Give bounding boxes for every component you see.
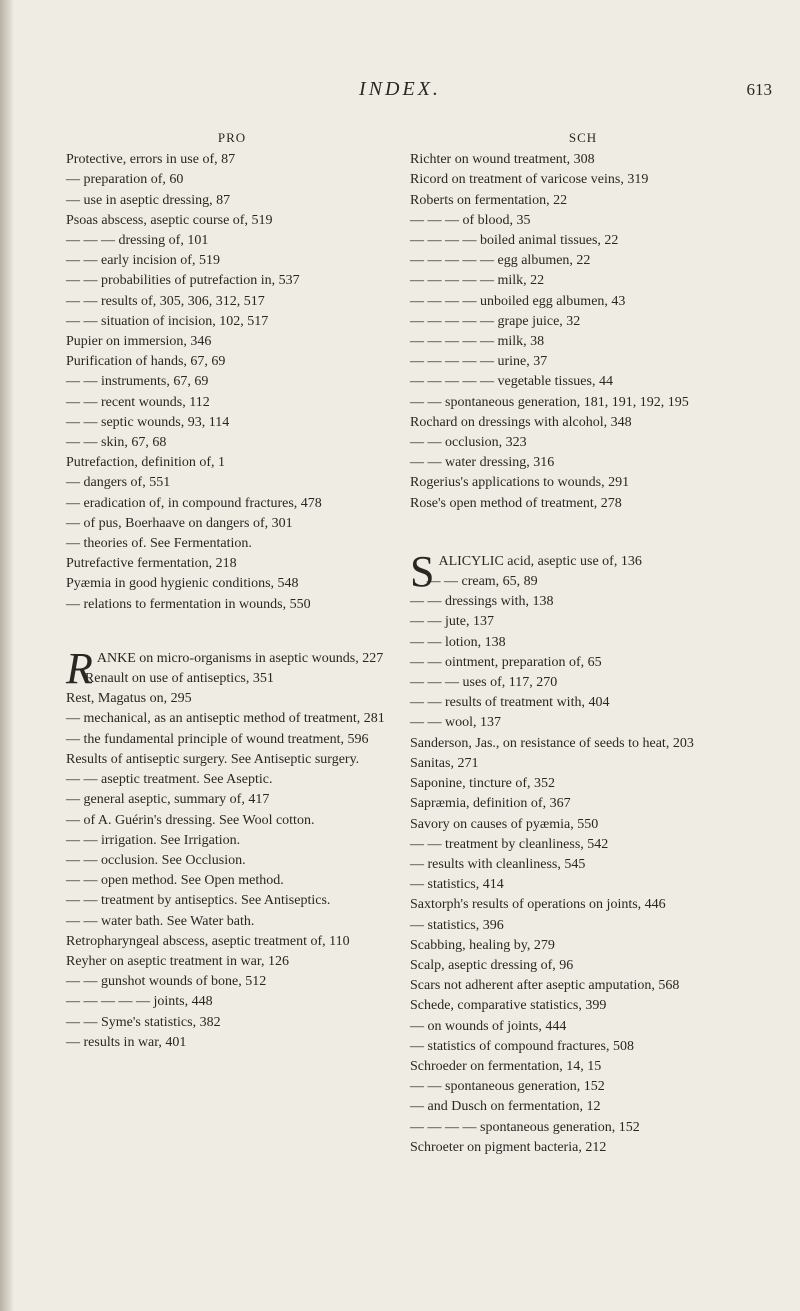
index-entry: — — aseptic treatment. See Aseptic. — [66, 772, 273, 788]
index-entry: Sanderson, Jas., on resistance of seeds to heat, 203 — [410, 735, 694, 751]
index-entry: — eradication of, in compound fractures, 478 — [66, 495, 322, 511]
index-entry: Saponine, tincture of, 352 — [410, 776, 556, 792]
index-entry: — — — — boiled animal tissues, 22 — [410, 233, 619, 249]
index-entry: — — water dressing, 316 — [410, 455, 555, 471]
index-entry: Scars not adherent after aseptic amputation, 568 — [410, 978, 680, 994]
index-entry: — — — — — joints, 448 — [66, 994, 213, 1010]
index-entry: Rogerius's applications to wounds, 291 — [410, 475, 630, 491]
index-entry: — — — — — grape juice, 32 — [410, 313, 581, 329]
index-entry: — — recent wounds, 112 — [66, 394, 210, 410]
index-entry: — — — — — vegetable tissues, 44 — [410, 374, 613, 390]
column-heading-right: SCH — [568, 130, 598, 145]
entry-list-s — [410, 572, 756, 1158]
index-entry: — — — — — egg albumen, 22 — [410, 253, 591, 269]
index-entry: — — spontaneous generation, 152 — [410, 1079, 605, 1095]
index-entry: — — — uses of, 117, 270 — [410, 675, 558, 691]
index-entry: — on wounds of joints, 444 — [410, 1018, 567, 1034]
index-entry: Roberts on fermentation, 22 — [410, 192, 568, 208]
index-entry: — — treatment by antiseptics. See Antiseptics. — [66, 893, 331, 909]
index-entry: — — water bath. See Water bath. — [66, 913, 255, 929]
index-entry: Richter on wound treatment, 308 — [410, 152, 595, 168]
index-entry: Sapræmia, definition of, 367 — [410, 796, 571, 812]
index-entry: — use in aseptic dressing, 87 — [66, 192, 231, 208]
index-entry: — theories of. See Fermentation. — [66, 536, 252, 552]
column-heading-left: PRO — [217, 130, 247, 145]
index-entry: — — — dressing of, 101 — [66, 233, 209, 249]
section-start-text: ANKE on micro-organisms in aseptic wounds, 227 — [96, 650, 384, 666]
index-entry: — — — — — urine, 37 — [410, 354, 548, 370]
index-entry: — — Syme's statistics, 382 — [66, 1014, 221, 1030]
index-entry: — of A. Guérin's dressing. See Wool cotton. — [66, 812, 315, 828]
index-entry: — of pus, Boerhaave on dangers of, 301 — [66, 515, 293, 531]
index-entry: Renault on use of antiseptics, 351 — [84, 671, 274, 687]
index-entry: Retropharyngeal abscess, aseptic treatment of, 110 — [66, 933, 350, 949]
index-entry: — results in war, 401 — [66, 1034, 187, 1050]
index-entry: Ricord on treatment of varicose veins, 319 — [410, 172, 649, 188]
index-entry: Protective, errors in use of, 87 — [66, 152, 236, 168]
index-entry: — the fundamental principle of wound treatment, 596 — [66, 731, 369, 747]
index-entry: — — gunshot wounds of bone, 512 — [66, 974, 267, 990]
index-entry: — — cream, 65, 89 — [426, 574, 538, 590]
index-entry: Saxtorph's results of operations on joints, 446 — [410, 897, 666, 913]
index-column-right — [410, 128, 756, 1158]
index-entry: — — wool, 137 — [410, 715, 501, 731]
index-entry: — — open method. See Open method. — [66, 873, 284, 889]
index-entry: Rochard on dressings with alcohol, 348 — [410, 414, 632, 430]
index-entry: Schroeter on pigment bacteria, 212 — [410, 1139, 607, 1155]
page-number: 613 — [746, 80, 772, 99]
index-entry: Reyher on aseptic treatment in war, 126 — [66, 953, 289, 969]
index-entry: — statistics, 414 — [410, 877, 504, 893]
index-entry: — — skin, 67, 68 — [66, 435, 167, 451]
index-entry: — — occlusion, 323 — [410, 435, 527, 451]
index-entry: — — early incision of, 519 — [66, 253, 220, 269]
index-entry: — — jute, 137 — [410, 614, 494, 630]
index-entry: Results of antiseptic surgery. See Antiseptic surgery. — [66, 751, 360, 767]
index-entry: — — lotion, 138 — [410, 634, 506, 650]
index-entry: Purification of hands, 67, 69 — [66, 354, 226, 370]
index-entry: — — dressings with, 138 — [410, 594, 554, 610]
page-header — [0, 78, 800, 108]
index-entry: — — results of treatment with, 404 — [410, 695, 610, 711]
drop-cap-s: S — [410, 546, 435, 596]
entry-list-r — [66, 669, 398, 1053]
index-entry: — general aseptic, summary of, 417 — [66, 792, 270, 808]
index-entry: Schroeder on fermentation, 14, 15 — [410, 1058, 602, 1074]
index-entry: Scalp, aseptic dressing of, 96 — [410, 957, 574, 973]
index-entry: — — — of blood, 35 — [410, 212, 531, 228]
index-entry: — — probabilities of putrefaction in, 537 — [66, 273, 300, 289]
index-entry: Schede, comparative statistics, 399 — [410, 998, 607, 1014]
index-entry: — — treatment by cleanliness, 542 — [410, 836, 609, 852]
index-entry: — and Dusch on fermentation, 12 — [410, 1099, 601, 1115]
index-entry: — relations to fermentation in wounds, 550 — [66, 596, 311, 612]
index-entry: — — instruments, 67, 69 — [66, 374, 209, 390]
index-entry: Rest, Magatus on, 295 — [66, 691, 192, 707]
index-entry: Sanitas, 271 — [410, 755, 479, 771]
entry-list-r-cont — [410, 150, 756, 514]
index-entry: Putrefactive fermentation, 218 — [66, 556, 237, 572]
index-entry: Savory on causes of pyæmia, 550 — [410, 816, 599, 832]
index-entry: Putrefaction, definition of, 1 — [66, 455, 226, 471]
index-entry: Scabbing, healing by, 279 — [410, 937, 555, 953]
index-entry: — — — — unboiled egg albumen, 43 — [410, 293, 626, 309]
index-entry: — preparation of, 60 — [66, 172, 184, 188]
index-entry: — — occlusion. See Occlusion. — [66, 852, 246, 868]
drop-cap-r: R — [66, 643, 93, 693]
index-entry: Psoas abscess, aseptic course of, 519 — [66, 212, 273, 228]
index-entry: — — spontaneous generation, 181, 191, 192, 195 — [410, 394, 689, 410]
index-entry: — results with cleanliness, 545 — [410, 856, 586, 872]
index-entry: — dangers of, 551 — [66, 475, 171, 491]
running-title: INDEX. — [359, 78, 441, 100]
index-entry: — statistics, 396 — [410, 917, 504, 933]
index-entry: — — — — — milk, 38 — [410, 334, 545, 350]
index-entry: — — irrigation. See Irrigation. — [66, 832, 241, 848]
index-column-left — [66, 128, 398, 1053]
index-entry: Pyæmia in good hygienic conditions, 548 — [66, 576, 299, 592]
index-entry: — — septic wounds, 93, 114 — [66, 414, 230, 430]
index-entry: — mechanical, as an antiseptic method of treatment, 281 — [66, 711, 385, 727]
index-entry: Pupier on immersion, 346 — [66, 334, 212, 350]
index-entry: — — ointment, preparation of, 65 — [410, 654, 602, 670]
index-entry: — statistics of compound fractures, 508 — [410, 1038, 634, 1054]
index-entry: — — results of, 305, 306, 312, 517 — [66, 293, 265, 309]
page-binding-shadow — [0, 0, 14, 1311]
index-entry: — — situation of incision, 102, 517 — [66, 313, 269, 329]
entry-list-p — [66, 150, 398, 615]
index-entry: Rose's open method of treatment, 278 — [410, 495, 622, 511]
index-entry: — — — — — milk, 22 — [410, 273, 545, 289]
section-start-text: ALICYLIC acid, aseptic use of, 136 — [438, 553, 642, 569]
index-entry: — — — — spontaneous generation, 152 — [410, 1119, 640, 1135]
